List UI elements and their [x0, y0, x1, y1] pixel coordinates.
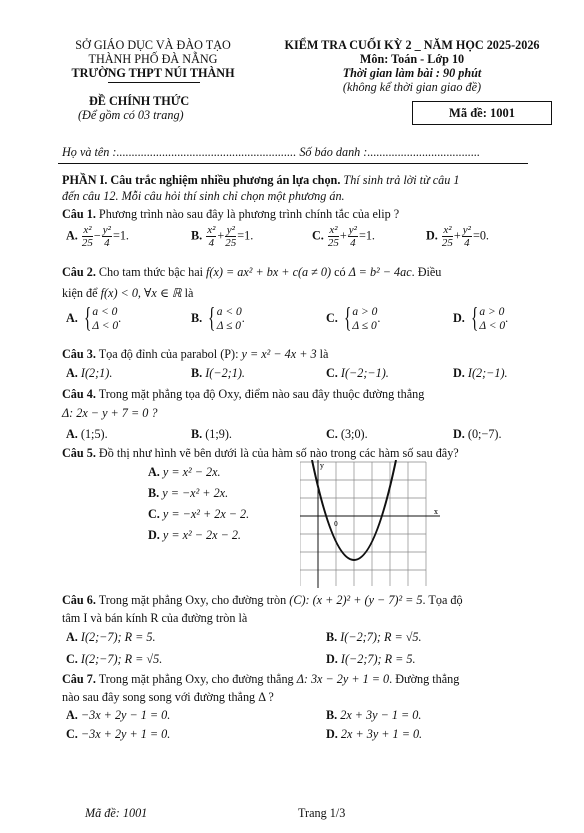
q6-end: . Tọa độ — [422, 593, 463, 607]
q2-b-letter: B. — [191, 310, 203, 325]
q2-c-letter: C. — [326, 310, 338, 325]
q7-c-value: −3x + 2y + 1 = 0. — [80, 727, 171, 741]
q1-d-tail: =0. — [472, 228, 489, 243]
q5-d-letter: D. — [148, 528, 160, 542]
official-label: ĐỀ CHÍNH THỨC — [89, 94, 190, 108]
q2-d-system: { a > 0 Δ < 0 — [470, 303, 506, 334]
q1-b-frac1: $\frac{\text{x²}}{4}$ — [207, 224, 216, 249]
q6-a-letter: A. — [66, 630, 78, 644]
origin-label: 0 — [334, 521, 338, 528]
q2-stem — [62, 265, 441, 280]
q6-a-value: I(2;−7); R = 5. — [80, 630, 156, 644]
q5-b-value: y = −x² + 2x. — [162, 486, 229, 500]
q3-option-a[interactable] — [66, 366, 112, 381]
q5-a-value: y = x² − 2x. — [162, 465, 221, 479]
divider-line — [58, 163, 528, 164]
q4-line2: Δ: 2x − y + 7 = 0 ? — [62, 406, 158, 420]
q4-stem — [62, 387, 424, 402]
q2-a-row1: a < 0 — [92, 306, 118, 318]
q6-stem — [62, 593, 463, 608]
q3-c-value: I(−2;−1). — [340, 366, 389, 380]
department-name: SỞ GIÁO DỤC VÀ ĐÀO TẠO — [75, 38, 231, 52]
exam-code-box — [412, 101, 552, 125]
q7-d-value: 2x + 3y + 1 = 0. — [340, 727, 423, 741]
q1-text: Phương trình nào sau đây là phương trình chính tắc của elip ? — [98, 207, 400, 221]
q6-expr: (C): (x + 2)² + (y − 7)² = 5 — [289, 593, 423, 607]
exam-title: KIỂM TRA CUỐI KỲ 2 _ NĂM HỌC 2025-2026 — [284, 38, 540, 52]
q2-c-system: { a > 0 Δ ≤ 0 — [343, 303, 378, 334]
q2-text3: . Điều — [411, 265, 442, 279]
q2-c-row2: Δ ≤ 0 — [352, 320, 377, 332]
q3-a-letter: A. — [66, 366, 78, 380]
q6-option-b[interactable] — [326, 630, 422, 645]
q7-a-letter: A. — [66, 708, 78, 722]
q6-option-a[interactable] — [66, 630, 156, 645]
q6-option-d[interactable] — [326, 652, 416, 667]
q7-b-letter: B. — [326, 708, 338, 722]
q2-option-c[interactable]: C. { a > 0 Δ ≤ 0 . — [326, 303, 381, 334]
y-axis-label: y — [320, 462, 324, 470]
q3-option-d[interactable] — [453, 366, 508, 381]
q2-option-b[interactable]: B. { a < 0 Δ ≤ 0 . — [191, 303, 245, 334]
q5-text: Đồ thị như hình vẽ bên dưới là của hàm số nào trong các hàm số sau đây? — [98, 446, 459, 460]
q6-label: Câu 6. — [62, 593, 96, 607]
q7-b-value: 2x + 3y − 1 = 0. — [340, 708, 422, 722]
q7-end: . Đường thẳng — [389, 672, 460, 686]
q2-b-row2: Δ ≤ 0 — [216, 320, 242, 332]
part1-intro — [62, 172, 532, 204]
q2-label: Câu 2. — [62, 265, 96, 279]
q2-option-d[interactable]: D. { a > 0 Δ < 0 . — [453, 303, 509, 334]
q7-expr: Δ: 3x − 2y + 1 = 0 — [296, 672, 390, 686]
q4-option-a[interactable] — [66, 427, 108, 442]
q1-a-letter: A. — [66, 228, 78, 243]
q4-text: Trong mặt phẳng tọa độ Oxy, điểm nào sau đây thuộc đường thẳng — [98, 387, 425, 401]
q2-d-letter: D. — [453, 310, 465, 325]
q5-c-value: y = −x² + 2x − 2. — [162, 507, 250, 521]
q3-text: Tọa độ đỉnh của parabol (P): — [98, 347, 239, 361]
q3-option-b[interactable] — [191, 366, 245, 381]
q5-c-letter: C. — [148, 507, 160, 521]
q1-d-frac1: $\frac{\text{x²}}{25}$ — [441, 224, 453, 249]
q3-b-value: I(−2;1). — [205, 366, 245, 380]
q6-option-c[interactable] — [66, 652, 162, 667]
exam-code-text: Mã đề: 1001 — [449, 105, 515, 120]
q2-a-row2: Δ < 0 — [92, 320, 119, 332]
q7-label: Câu 7. — [62, 672, 96, 686]
q1-d-frac2: $\frac{\text{y²}}{4}$ — [462, 224, 471, 249]
q2-line2: kiện để — [62, 286, 98, 300]
time-note: (không kể thời gian giao đề) — [342, 80, 482, 94]
q4-d-letter: D. — [453, 427, 465, 441]
q1-d-letter: D. — [426, 228, 438, 243]
q7-line2: nào sau đây song song với đường thẳng Δ ? — [62, 690, 274, 704]
q4-option-b[interactable] — [191, 427, 232, 442]
q6-d-value: I(−2;7); R = 5. — [340, 652, 416, 666]
q4-a-value: (1;5). — [80, 427, 108, 441]
q5-option-c[interactable] — [148, 507, 249, 522]
q1-c-frac1: $\frac{\text{x²}}{25}$ — [327, 224, 339, 249]
q3-d-value: I(2;−1). — [467, 366, 508, 380]
sbd-label: Số báo danh : — [299, 145, 368, 159]
q5-option-d[interactable] — [148, 528, 241, 543]
q6-b-letter: B. — [326, 630, 338, 644]
q2-d-row1: a > 0 — [479, 306, 505, 318]
q5-d-value: y = x² − 2x − 2. — [162, 528, 241, 542]
school-name: TRƯỜNG THPT NÚI THÀNH — [71, 66, 235, 80]
q2-b-row1: a < 0 — [216, 306, 242, 318]
q2-cond: f(x) < 0, ∀x ∈ ℝ — [100, 286, 182, 300]
q5-option-a[interactable] — [148, 465, 221, 480]
q3-c-letter: C. — [326, 366, 338, 380]
q3-expr: y = x² − 4x + 3 — [241, 347, 317, 361]
q2-expr2: Δ = b² − 4ac — [348, 265, 412, 279]
q7-c-letter: C. — [66, 727, 78, 741]
q1-option-a[interactable]: A. $\frac{\text{x²}}{25}$ − $\frac{\text{y²}}{4}$ =1. — [66, 224, 129, 249]
q4-label: Câu 4. — [62, 387, 96, 401]
part1-instr1: Thí sinh trả lời từ câu 1 — [343, 173, 460, 187]
q7-text: Trong mặt phẳng Oxy, cho đường thẳng — [98, 672, 294, 686]
q5-label: Câu 5. — [62, 446, 96, 460]
q2-option-a[interactable]: A. { a < 0 Δ < 0 . — [66, 303, 122, 334]
q7-option-d[interactable] — [326, 727, 422, 742]
q5-b-letter: B. — [148, 486, 160, 500]
subject-line: Môn: Toán - Lớp 10 — [359, 52, 465, 66]
q3-label: Câu 3. — [62, 347, 96, 361]
part1-title: PHẦN I. Câu trắc nghiệm nhiều phương án lựa chọn. — [62, 173, 341, 187]
name-label: Họ và tên : — [62, 145, 117, 159]
q2-a-letter: A. — [66, 310, 78, 325]
q2-c-row1: a > 0 — [352, 306, 378, 318]
q2-expr1: f(x) = ax² + bx + c(a ≠ 0) — [206, 265, 332, 279]
pages-note: (Để gồm có 03 trang) — [78, 108, 184, 122]
q1-c-tail: =1. — [358, 228, 375, 243]
q6-b-value: I(−2;7); R = √5. — [340, 630, 422, 644]
q1-c-frac2: $\frac{\text{y²}}{4}$ — [348, 224, 357, 249]
q2-text1: Cho tam thức bậc hai — [98, 265, 203, 279]
q2-line2-end: là — [184, 286, 194, 300]
q4-d-value: (0;−7). — [467, 427, 502, 441]
q7-option-a[interactable] — [66, 708, 170, 723]
part1-instr2: đến câu 12. Mỗi câu hỏi thí sinh chỉ chọn một phương án. — [62, 189, 345, 203]
city-name: THÀNH PHỐ ĐÀ NẴNG — [88, 52, 218, 66]
q3-end: là — [319, 347, 329, 361]
q1-option-c[interactable]: C. $\frac{\text{x²}}{25}$ + $\frac{\text{y²}}{4}$ =1. — [312, 224, 375, 249]
candidate-line — [62, 145, 480, 160]
q5-parabola-graph — [300, 460, 450, 588]
school-underline — [108, 82, 200, 83]
q7-option-c[interactable] — [66, 727, 170, 742]
q2-d-row2: Δ < 0 — [479, 320, 506, 332]
q7-option-b[interactable] — [326, 708, 421, 723]
q1-stem — [62, 207, 399, 222]
q1-a-frac1: $\frac{\text{x²}}{25}$ — [81, 224, 93, 249]
q4-a-letter: A. — [66, 427, 78, 441]
q6-c-value: I(2;−7); R = √5. — [80, 652, 163, 666]
q1-b-letter: B. — [191, 228, 203, 243]
q3-stem — [62, 347, 328, 362]
q1-b-frac2: $\frac{\text{y²}}{25}$ — [225, 224, 237, 249]
q1-option-d[interactable]: D. $\frac{\text{x²}}{25}$ + $\frac{\text{y²}}{4}$ =0. — [426, 224, 489, 249]
graph-grid — [300, 462, 426, 586]
q6-d-letter: D. — [326, 652, 338, 666]
q4-c-letter: C. — [326, 427, 338, 441]
q2-text2: có — [334, 265, 346, 279]
q6-line2: tâm I và bán kính R của đường tròn là — [62, 611, 248, 625]
sbd-dots: ..................................... — [367, 145, 481, 159]
q1-c-letter: C. — [312, 228, 324, 243]
q1-a-tail: =1. — [112, 228, 129, 243]
q1-label: Câu 1. — [62, 207, 96, 221]
q7-stem — [62, 672, 459, 687]
footer-exam-code: Mã đề: 1001 — [85, 806, 148, 820]
q2-b-system: { a < 0 Δ ≤ 0 — [208, 303, 242, 334]
footer-page-number: Trang 1/3 — [298, 806, 346, 820]
q3-b-letter: B. — [191, 366, 203, 380]
q2-stem-line2 — [62, 286, 193, 301]
q5-stem — [62, 446, 459, 461]
q1-option-b[interactable]: B. $\frac{\text{x²}}{4}$ + $\frac{\text{y²}}{25}$ =1. — [191, 224, 254, 249]
q2-a-system: { a < 0 Δ < 0 — [83, 303, 119, 334]
q4-option-d[interactable] — [453, 427, 502, 442]
time-line: Thời gian làm bài : 90 phút — [342, 66, 482, 80]
q6-c-letter: C. — [66, 652, 78, 666]
q4-option-c[interactable] — [326, 427, 368, 442]
q4-b-letter: B. — [191, 427, 203, 441]
q5-a-letter: A. — [148, 465, 160, 479]
q4-c-value: (3;0). — [340, 427, 368, 441]
q7-d-letter: D. — [326, 727, 338, 741]
q6-text: Trong mặt phẳng Oxy, cho đường tròn — [98, 593, 287, 607]
q1-a-frac2: $\frac{\text{y²}}{4}$ — [102, 224, 111, 249]
q1-b-tail: =1. — [237, 228, 254, 243]
name-dots: ........................................................... — [116, 145, 297, 159]
q3-a-value: I(2;1). — [80, 366, 113, 380]
q4-b-value: (1;9). — [205, 427, 232, 441]
q7-a-value: −3x + 2y − 1 = 0. — [80, 708, 171, 722]
q3-d-letter: D. — [453, 366, 465, 380]
q5-option-b[interactable] — [148, 486, 228, 501]
x-axis-label: x — [434, 508, 438, 516]
q3-option-c[interactable] — [326, 366, 389, 381]
